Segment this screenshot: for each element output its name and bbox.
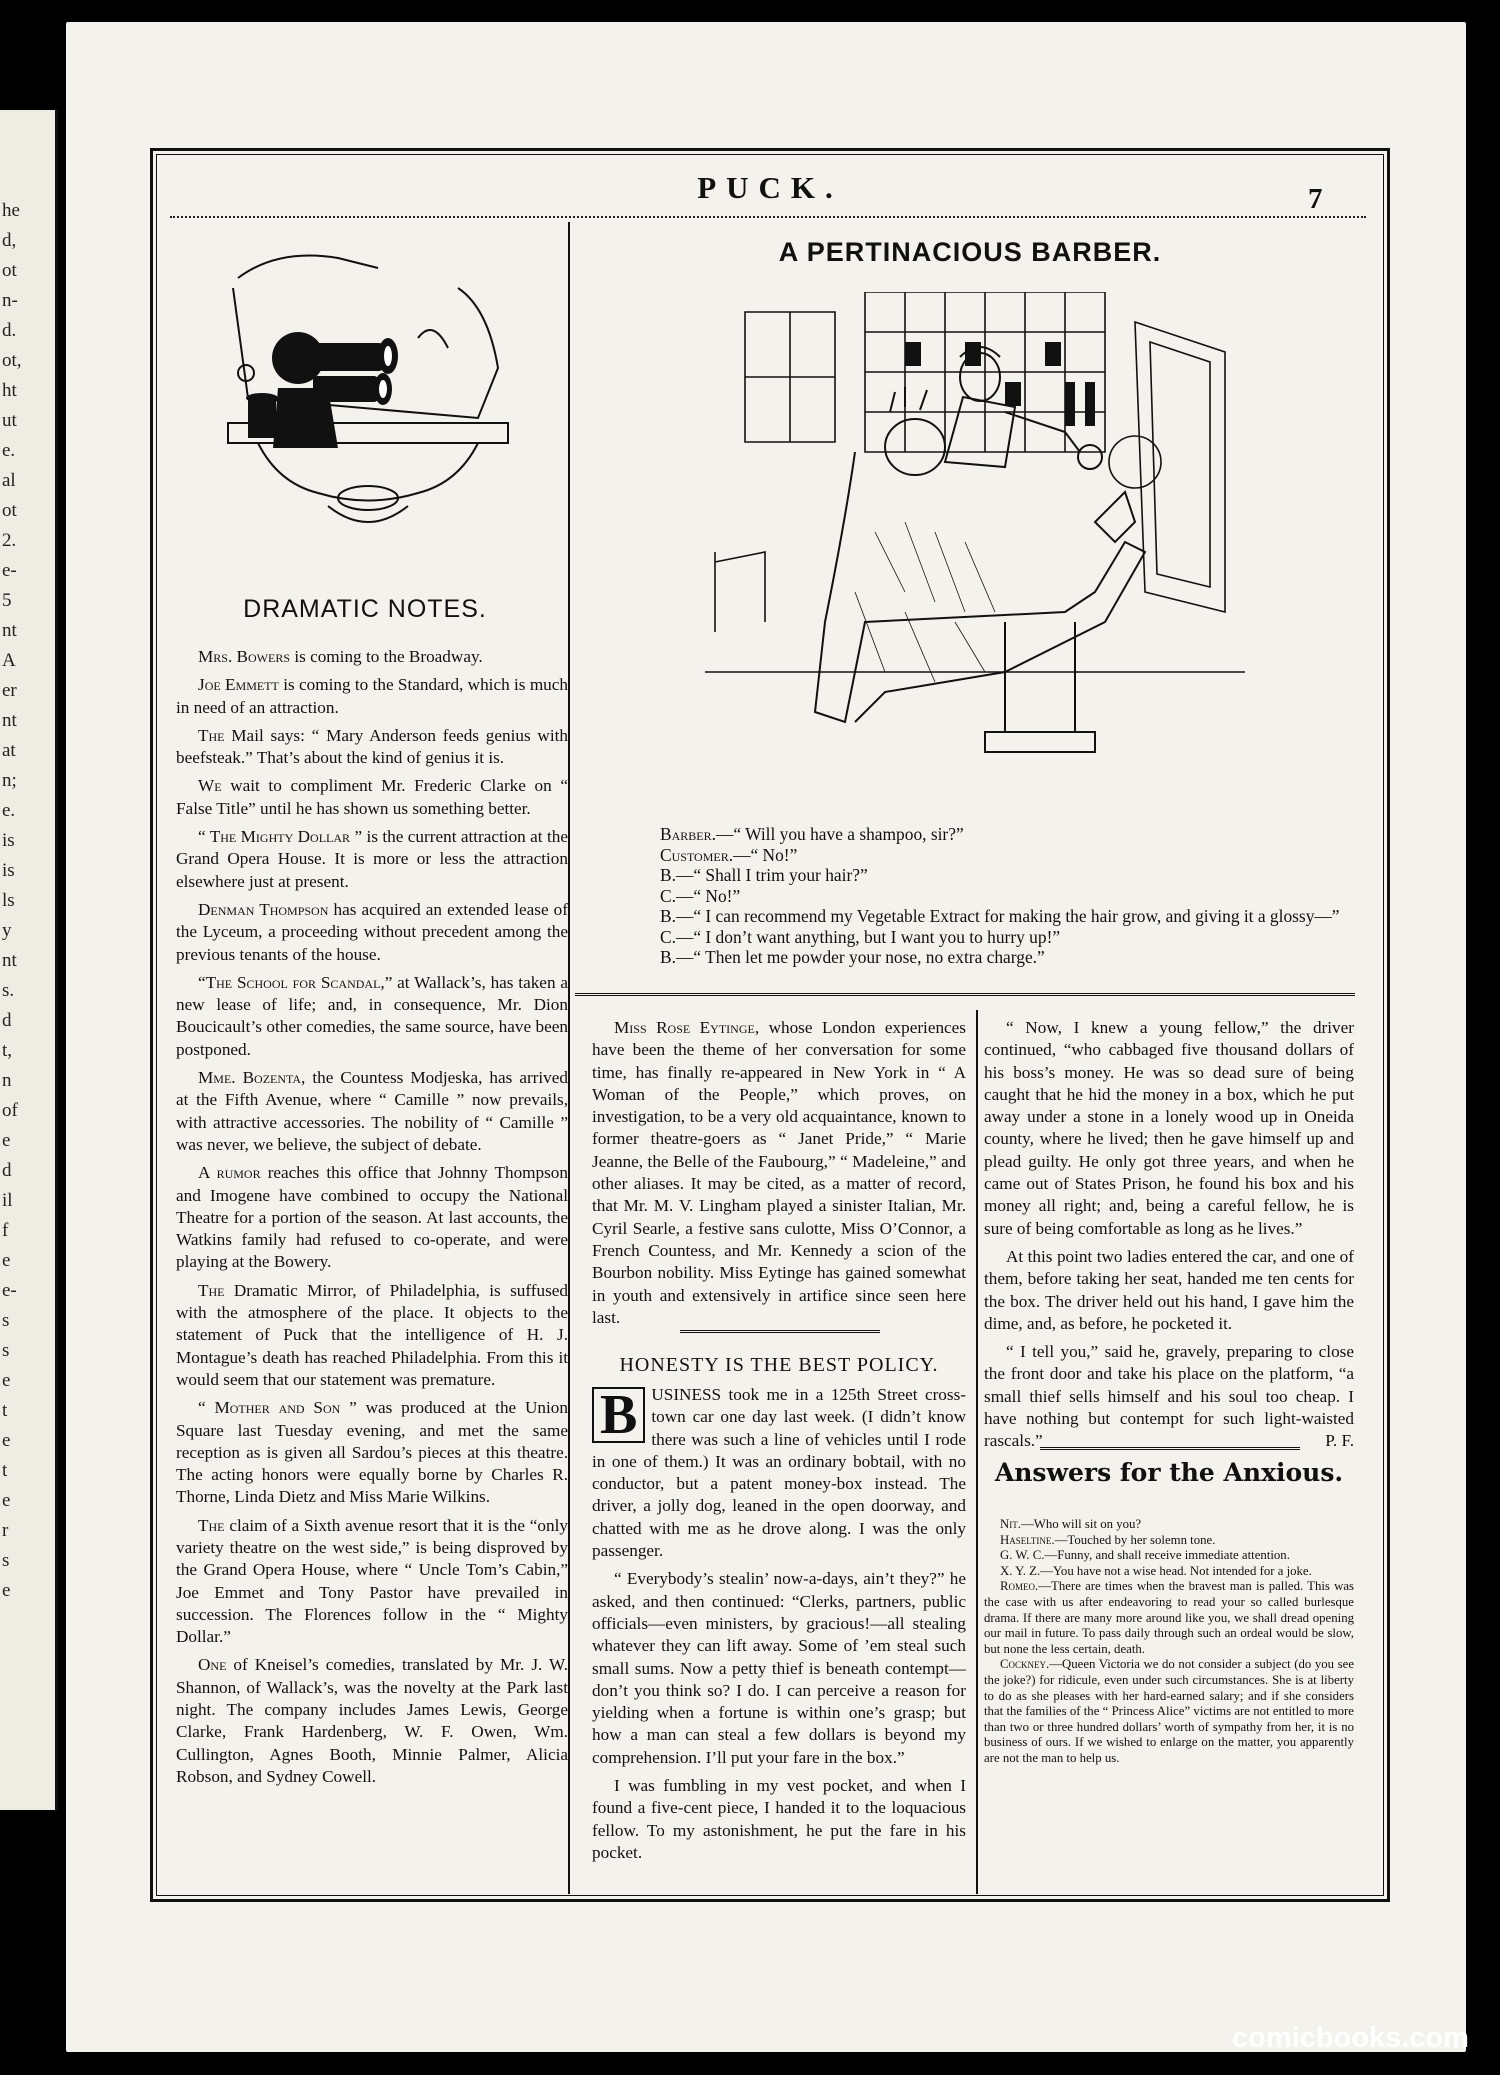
story-paragraph: “ I tell you,” said he, gravely, preparing to close the front door and take his place on the platform, “a small thief sells himself and his soul too cheap. I have nothing but contempt for such light-waisted rascals.” P. F.	[984, 1341, 1354, 1452]
ornament-rule	[1040, 1447, 1300, 1450]
prev-page-fragment: s.	[2, 980, 15, 1001]
prev-page-fragment: at	[2, 740, 16, 761]
prev-page-fragment: d	[2, 1010, 12, 1031]
dramatic-paragraph: A rumor reaches this office that Johnny Thompson and Imogene have combined to occupy the National Theatre for a portion of the season. At last accounts, the Watkins family had refused to co-operate, and were playing at the Bowery.	[176, 1163, 568, 1272]
column-divider	[568, 222, 570, 1894]
prev-page-fragment: is	[2, 830, 15, 851]
honesty-continued	[984, 1017, 1354, 1459]
page-number: 7	[1308, 183, 1323, 215]
answer-item: Romeo.—There are times when the bravest man is palled. This was the case with us after endeavoring to read your so called burlesque drama. If there are many more around like you, we shall dread opening our mail in future. To pass daily through such an ordeal would be slow, but none the less certain, death.	[984, 1579, 1354, 1656]
answer-item: Haseltine.—Touched by her solemn tone.	[1000, 1532, 1216, 1547]
eytinge-note	[592, 1017, 966, 1335]
prev-page-fragment: ot	[2, 260, 17, 281]
prev-page-fragment: nt	[2, 950, 17, 971]
prev-page-fragment: n;	[2, 770, 17, 791]
dialogue-line: B.—“ I can recommend my Vegetable Extract for making the hair grow, and giving it a glossy—”	[660, 906, 1340, 926]
signature: P. F.	[1325, 1431, 1354, 1451]
dialogue-line: C.—“ No!”	[660, 885, 741, 906]
dramatic-paragraph: Mme. Bozenta, the Countess Modjeska, has arrived at the Fifth Avenue, where “ Camille ” now prevails, with attractive accessories. The nobility of “ Camille ” was never, we believe, the subject of debate.	[176, 1068, 568, 1154]
dramatic-paragraph: Joe Emmett is coming to the Standard, which is much in need of an attraction.	[176, 675, 568, 717]
prev-page-fragment: e	[2, 1370, 11, 1391]
prev-page-fragment: t,	[2, 1040, 13, 1061]
dialogue-line: B.—“ Shall I trim your hair?”	[660, 865, 868, 885]
prev-page-fragment: al	[2, 470, 16, 491]
prev-page-fragment: e	[2, 1490, 11, 1511]
prev-page-fragment: s	[2, 1310, 10, 1331]
prev-page-fragment: n-	[2, 290, 18, 311]
dramatic-paragraph: The Dramatic Mirror, of Philadelphia, is suffused with the atmosphere of the place. It objects to the statement of Puck that the intelligence of H. J. Montague’s death has reached Philadelphia. From this it would seem that our statement was premature.	[176, 1280, 568, 1389]
prev-page-fragment: f	[2, 1220, 9, 1241]
prev-page-fragment: e-	[2, 1280, 17, 1301]
dramatic-paragraph: One of Kneisel’s comedies, translated by Mr. J. W. Shannon, of Wallack’s, was the novelty at the Park last night. The company includes James Lewis, George Clarke, Frank Hardenberg, W. F. Owen, Wm. Cullington, Agnes Booth, Minnie Palmer, Alicia Robson, and Sydney Cowell.	[176, 1655, 568, 1786]
watermark: comicbooks.com	[1232, 2022, 1469, 2054]
prev-page-fragment: d	[2, 1160, 12, 1181]
barber-title: A PERTINACIOUS BARBER.	[778, 237, 1162, 267]
dramatic-paragraph: The Mail says: “ Mary Anderson feeds genius with beefsteak.” That’s about the kind of genius it is.	[176, 725, 568, 768]
answers-column	[984, 1517, 1354, 1767]
ornament-rule	[680, 1330, 880, 1333]
prev-page-fragment: nt	[2, 620, 17, 641]
prev-page-fragment: s	[2, 1550, 10, 1571]
story-opening: B USINESS took me in a 125th Street cross-town car one day last week. (I didn’t know there was such a line of vehicles until I rode in one of them.) It was an ordinary bobtail, with no conductor, but a patent money-box instead. The driver, a jolly dog, leaned in the open doorway, and chatted with me as he drove along. I was the only passenger.	[592, 1384, 966, 1561]
dialogue-line: Customer.—“ No!”	[660, 844, 798, 865]
dramatic-paragraph: Mrs. Bowers is coming to the Broadway.	[198, 647, 483, 666]
honesty-story	[592, 1384, 966, 1870]
drop-cap: B	[592, 1387, 645, 1443]
dialogue-line: Barber.—“ Will you have a shampoo, sir?”	[660, 824, 964, 844]
dialogue-line: B.—“ Then let me powder your nose, no extra charge.”	[660, 947, 1045, 967]
answer-item: Nit.—Who will sit on you?	[1000, 1517, 1142, 1531]
masthead: PUCK.	[697, 170, 843, 205]
dramatic-paragraph: Denman Thompson has acquired an extended lease of the Lyceum, a proceeding without precedent among the previous tenants of the house.	[176, 899, 568, 964]
prev-page-fragment: er	[2, 680, 17, 701]
dramatic-paragraph: We wait to compliment Mr. Frederic Clarke on “ False Title” until he has shown us something better.	[176, 776, 568, 818]
prev-page-fragment: A	[2, 650, 16, 671]
dramatic-paragraph: “ Mother and Son ” was produced at the Union Square last Tuesday evening, and met the same reception as is given all Sardou’s pieces at this theatre. The acting honors were equally borne by Charles R. Thorne, Linda Dietz and Miss Marie Wilkins.	[176, 1398, 568, 1507]
prev-page-fragment: e.	[2, 440, 16, 461]
prev-page-fragment: ot,	[2, 350, 22, 371]
prev-page-fragment: il	[2, 1190, 13, 1211]
answers-title: Answers for the Anxious.	[994, 1458, 1344, 1487]
prev-page-fragment: d.	[2, 320, 17, 341]
prev-page-fragment: t	[2, 1400, 8, 1421]
prev-page-fragment: ls	[2, 890, 15, 911]
dramatic-paragraph: “The School for Scandal,” at Wallack’s, has taken a new lease of life; and, in consequence, Mr. Dion Boucicault’s other comedies, the same source, have been postponed.	[176, 972, 568, 1059]
column-divider-lower	[976, 1010, 978, 1894]
prev-page-fragment: 2.	[2, 530, 17, 551]
prev-page-fragment: s	[2, 1340, 10, 1361]
prev-page-fragment: ot	[2, 500, 17, 521]
dramatic-notes-title: DRAMATIC NOTES.	[243, 595, 487, 623]
prev-page-fragment: y	[2, 920, 12, 941]
prev-page-fragment: is	[2, 860, 15, 881]
previous-page-edge	[0, 110, 58, 1810]
prev-page-fragment: nt	[2, 710, 17, 731]
prev-page-fragment: e	[2, 1130, 11, 1151]
story-paragraph: I was fumbling in my vest pocket, and when I found a five-cent piece, I handed it to the loquacious fellow. To my astonishment, he put the fare in his pocket.	[592, 1776, 966, 1862]
eytinge-paragraph: Miss Rose Eytinge, whose London experiences have been the theme of her conversation for some time, has finally re-appeared in New York in “ A Woman of the People,” which proves, on investigation, to be a very old acquaintance, known to former theatre-goers as “ Janet Pride,” “ Marie Jeanne, the Belle of the Faubourg,” “ Madeleine,” and other aliases. It may be cited, as a matter of record, that Mr. M. V. Lingham played a sinister Italian, Mr. Cyril Searle, a festive sans culotte, Miss O’Connor, a French Countess, and Mr. Kennedy a scion of the Bourbon nobility. Miss Eytinge has gained somewhat in youth and extensively in artifice since seen here last.	[592, 1018, 966, 1327]
answer-item: X. Y. Z.—You have not a wise head. Not intended for a joke.	[1000, 1563, 1312, 1578]
dramatic-paragraph: The claim of a Sixth avenue resort that it is the “only variety theatre on the west side,” is being disproved by the Grand Opera House, where “ Uncle Tom’s Cabin,” Joe Emmet and Tony Pastor have prevailed in succession. The Florences follow in the “ Mighty Dollar.”	[176, 1515, 568, 1647]
honesty-title: HONESTY IS THE BEST POLICY.	[619, 1354, 939, 1376]
barber-illustration	[705, 292, 1245, 800]
opera-glass-illustration	[218, 248, 518, 548]
prev-page-fragment: e-	[2, 560, 17, 581]
prev-page-fragment: of	[2, 1100, 18, 1121]
prev-page-fragment: e	[2, 1580, 11, 1601]
dramatic-notes-column	[176, 646, 568, 1794]
prev-page-fragment: n	[2, 1070, 12, 1091]
prev-page-fragment: he	[2, 200, 20, 221]
section-rule	[575, 993, 1355, 996]
dialogue-line: C.—“ I don’t want anything, but I want you to hurry up!”	[660, 926, 1061, 947]
story-paragraph: “ Everybody’s stealin’ now-a-days, ain’t they?” he asked, and then continued: “Clerks, partners, public officials—even ministers, by gracious!—all stealing whatever they can lift away. Some of ’em steal such small sums. Now a petty thief is beneath contempt—don’t you think so? I do. I can perceive a reason for yielding when a fortune is within one’s grasp; but how a man can steal a few dollars is beyond my comprehension. I’ll put your fare in the box.”	[592, 1569, 966, 1767]
header-rule	[170, 216, 1366, 218]
barber-dialogue	[598, 824, 1348, 968]
prev-page-fragment: d,	[2, 230, 17, 251]
story-paragraph: At this point two ladies entered the car, and one of them, before taking her seat, handed me ten cents for the box. The driver held out his hand, I gave him the dime, and, as before, he pocketed it.	[984, 1246, 1354, 1333]
prev-page-fragment: 5	[2, 590, 12, 611]
prev-page-fragment: r	[2, 1520, 9, 1541]
prev-page-fragment: e	[2, 1430, 11, 1451]
prev-page-fragment: e	[2, 1250, 11, 1271]
prev-page-fragment: t	[2, 1460, 8, 1481]
story-paragraph: “ Now, I knew a young fellow,” the driver continued, “who cabbaged five thousand dollars of his boss’s money. He was so dead sure of being caught that he hid the money in a box, which he put away under a stone in a lonely wood up in Oneida county, where he lived; then he gave himself up and plead guilty. He only got three years, and when he came out of States Prison, he found his box and his money all right; and, being a careful fellow, he is sure of being comfortable as long as he lives.”	[984, 1018, 1354, 1238]
answer-item: G. W. C.—Funny, and shall receive immediate attention.	[1000, 1548, 1290, 1563]
prev-page-fragment: ht	[2, 380, 17, 401]
prev-page-fragment: e.	[2, 800, 16, 821]
dramatic-paragraph: “ The Mighty Dollar ” is the current attraction at the Grand Opera House. It is more or less the attraction elsewhere just at present.	[176, 827, 568, 891]
prev-page-fragment: ut	[2, 410, 17, 431]
answer-item: Cockney.—Queen Victoria we do not consider a subject (do you see the joke?) for ridicule, even under such circumstances. She is at liberty to do as she pleases with her hard-earned salary; and if she considers that the families of the “ Princess Alice” victims are not entitled to more than two or three hundred dollars’ worth of sympathy from her, it is no business of ours. If we wished to enlarge on the matter, you apparently are not the man to help us.	[984, 1657, 1354, 1765]
